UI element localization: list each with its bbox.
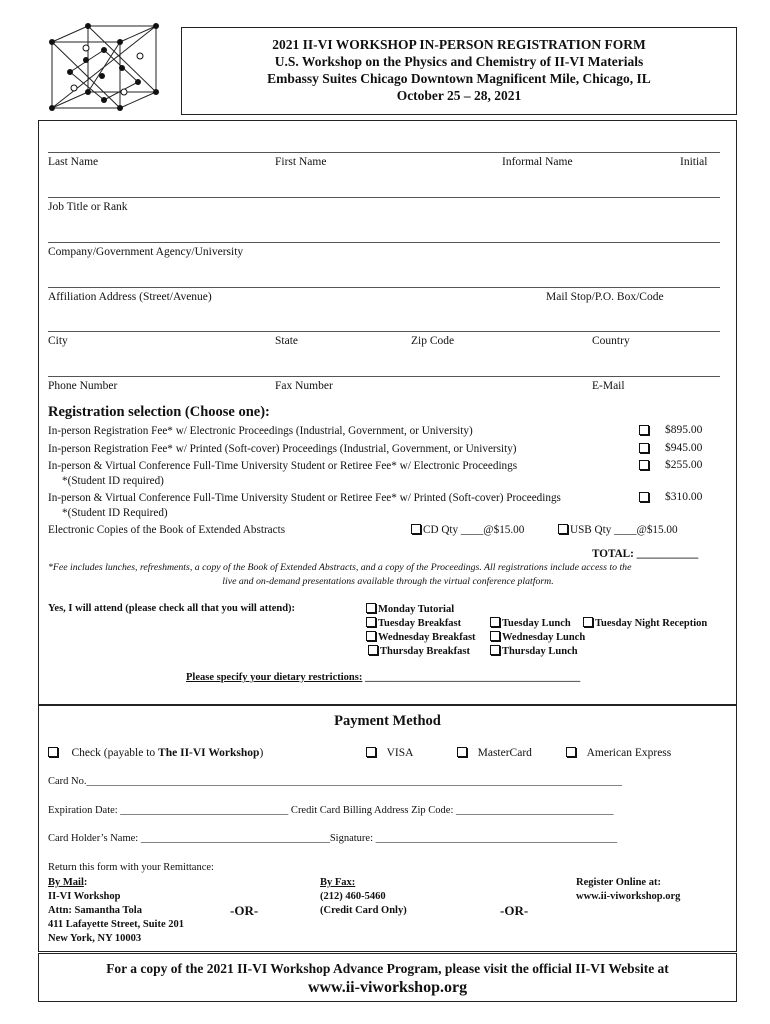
usb-label: USB Qty ____@$15.00 — [570, 524, 678, 536]
tuesday-reception-label: Tuesday Night Reception — [595, 618, 708, 629]
option-3-checkbox[interactable] — [639, 460, 649, 470]
wednesday-breakfast-label: Wednesday Breakfast — [378, 632, 476, 643]
name-line[interactable] — [48, 152, 720, 153]
thursday-breakfast-label: Thursday Breakfast — [380, 646, 470, 657]
wednesday-lunch-checkbox[interactable] — [490, 631, 500, 641]
attendance-prompt: Yes, I will attend (please check all that you will attend): — [48, 603, 296, 614]
card-number-field[interactable]: Card No.______________________________________________________________________________________________________ — [48, 776, 622, 787]
visa-option[interactable] — [366, 747, 413, 759]
last-name-label: Last Name — [48, 156, 99, 168]
fax-block — [320, 876, 407, 918]
amex-label: American Express — [586, 747, 672, 759]
total-label: TOTAL: ___________ — [592, 548, 699, 560]
first-name-label: First Name — [275, 156, 327, 168]
thursday-lunch-label: Thursday Lunch — [502, 646, 578, 657]
option-1-checkbox[interactable] — [639, 425, 649, 435]
tuesday-lunch-option[interactable] — [490, 617, 571, 629]
tuesday-breakfast-option[interactable] — [366, 617, 461, 629]
monday-tutorial-label: Monday Tutorial — [378, 604, 455, 615]
mail-line-2: Attn: Samantha Tola — [48, 905, 142, 916]
monday-tutorial-option[interactable] — [366, 603, 454, 615]
dietary-blank: _________________________________________ — [364, 672, 581, 683]
mail-block — [48, 876, 184, 946]
visa-label: VISA — [386, 747, 414, 759]
thursday-breakfast-checkbox[interactable] — [368, 645, 378, 655]
cd-label: CD Qty ____@$15.00 — [423, 524, 525, 536]
amex-checkbox[interactable] — [566, 747, 576, 757]
expiration-zip-field[interactable]: Expiration Date: ________________________________ Credit Card Billing Address Zip Code: ______________________________ — [48, 805, 614, 816]
return-instructions: Return this form with your Remittance: — [48, 862, 214, 873]
crystal-structure-logo — [44, 22, 162, 116]
fee-footnote: *Fee includes lunches, refreshments, a copy of the Book of Extended Abstracts, and a copy of the Proceedings. All registrations include access to the — [48, 562, 632, 573]
city-line[interactable] — [48, 331, 720, 332]
option-4-checkbox[interactable] — [639, 492, 649, 502]
company-label: Company/Government Agency/University — [48, 246, 244, 258]
country-label: Country — [592, 335, 630, 347]
abstracts-label: Electronic Copies of the Book of Extended Abstracts — [48, 524, 286, 536]
option-4-note: *(Student ID Required) — [62, 507, 168, 519]
monday-tutorial-checkbox[interactable] — [366, 603, 376, 613]
thursday-lunch-option[interactable] — [490, 645, 578, 657]
option-4-price: $310.00 — [665, 491, 703, 503]
tuesday-reception-option[interactable] — [583, 617, 707, 629]
email-label: E-Mail — [592, 380, 625, 392]
dates: October 25 – 28, 2021 — [396, 88, 522, 103]
job-title-line[interactable] — [48, 197, 720, 198]
wednesday-lunch-option[interactable] — [490, 631, 585, 643]
or-separator-2: -OR- — [500, 903, 529, 918]
wednesday-lunch-label: Wednesday Lunch — [502, 632, 586, 643]
tuesday-lunch-checkbox[interactable] — [490, 617, 500, 627]
wednesday-breakfast-option[interactable] — [366, 631, 476, 643]
online-heading: Register Online at: — [576, 877, 661, 888]
option-2-label: In-person Registration Fee* w/ Printed (Soft-cover) Proceedings (Industrial, Government, or University) — [48, 443, 517, 455]
dietary-row[interactable] — [186, 672, 580, 683]
footer-box — [38, 953, 737, 1002]
city-label: City — [48, 335, 68, 347]
initial-label: Initial — [680, 156, 708, 168]
fax-line-1: (212) 460-5460 — [320, 891, 386, 902]
dietary-label: Please specify your dietary restrictions: — [186, 672, 363, 683]
option-2-price: $945.00 — [665, 442, 703, 454]
mail-line-4: New York, NY 10003 — [48, 933, 142, 944]
form-title: 2021 II-VI WORKSHOP IN-PERSON REGISTRATION FORM — [272, 37, 646, 52]
thursday-lunch-checkbox[interactable] — [490, 645, 500, 655]
option-3-label: In-person & Virtual Conference Full-Time University Student or Retiree Fee* w/ Electronic Proceedings — [48, 460, 518, 472]
option-4-label: In-person & Virtual Conference Full-Time University Student or Retiree Fee* w/ Printed (Soft-cover) Proceedings — [48, 492, 561, 504]
mastercard-label: MasterCard — [477, 747, 532, 759]
online-url-link[interactable]: www.ii-viworkshop.org — [576, 891, 681, 902]
by-mail-colon: : — [83, 877, 88, 888]
mail-line-1: II-VI Workshop — [48, 891, 121, 902]
workshop-subtitle: U.S. Workshop on the Physics and Chemistry of II-VI Materials — [274, 54, 644, 69]
zip-label: Zip Code — [411, 335, 455, 347]
option-3-price: $255.00 — [665, 459, 703, 471]
wednesday-breakfast-checkbox[interactable] — [366, 631, 376, 641]
affiliation-address-label: Affiliation Address (Street/Avenue) — [48, 291, 212, 303]
registration-heading: Registration selection (Choose one): — [48, 404, 270, 420]
check-suffix: ) — [259, 747, 264, 759]
job-title-label: Job Title or Rank — [48, 201, 128, 213]
by-mail-heading: By Mail — [48, 877, 84, 888]
fax-label: Fax Number — [275, 380, 333, 392]
cd-checkbox[interactable] — [411, 524, 421, 534]
tuesday-breakfast-checkbox[interactable] — [366, 617, 376, 627]
holder-signature-field[interactable]: Card Holder’s Name: ____________________________________Signature: ______________________________________________ — [48, 833, 618, 844]
option-2-checkbox[interactable] — [639, 443, 649, 453]
by-fax-heading: By Fax: — [320, 877, 356, 888]
company-line[interactable] — [48, 242, 720, 243]
mail-stop-label: Mail Stop/P.O. Box/Code — [546, 291, 664, 303]
state-label: State — [275, 335, 298, 347]
informal-name-label: Informal Name — [502, 156, 573, 168]
fax-line-2: (Credit Card Only) — [320, 905, 407, 916]
usb-checkbox[interactable] — [558, 524, 568, 534]
option-1-price: $895.00 — [665, 424, 703, 436]
fee-footnote-2: live and on-demand presentations available through the virtual conference platform. — [222, 576, 554, 587]
online-block — [576, 876, 680, 904]
tuesday-breakfast-label: Tuesday Breakfast — [378, 618, 462, 629]
usb-option[interactable] — [558, 524, 678, 536]
tuesday-reception-checkbox[interactable] — [583, 617, 593, 627]
footer-text: For a copy of the 2021 II-VI Workshop Advance Program, please visit the official II-VI Website at — [106, 961, 669, 976]
address-line[interactable] — [48, 287, 720, 288]
footer-url-link[interactable]: www.ii-viworkshop.org — [307, 979, 468, 996]
or-separator-1: -OR- — [230, 903, 259, 918]
venue: Embassy Suites Chicago Downtown Magnificent Mile, Chicago, IL — [267, 71, 651, 86]
check-payee: The II-VI Workshop — [158, 747, 260, 759]
option-1-label: In-person Registration Fee* w/ Electronic Proceedings (Industrial, Government, or University) — [48, 425, 473, 437]
cd-option[interactable] — [411, 524, 524, 536]
mail-line-3: 411 Lafayette Street, Suite 201 — [48, 919, 184, 930]
visa-checkbox[interactable] — [366, 747, 376, 757]
check-label: Check (payable to — [71, 747, 159, 759]
option-3-note: *(Student ID required) — [62, 475, 164, 487]
check-checkbox[interactable] — [48, 747, 58, 757]
tuesday-lunch-label: Tuesday Lunch — [502, 618, 571, 629]
mastercard-checkbox[interactable] — [457, 747, 467, 757]
amex-option[interactable] — [566, 747, 671, 759]
payment-heading: Payment Method — [334, 713, 441, 729]
mastercard-option[interactable] — [457, 747, 532, 759]
phone-label: Phone Number — [48, 380, 118, 392]
phone-line[interactable] — [48, 376, 720, 377]
thursday-breakfast-option[interactable] — [368, 645, 470, 657]
check-option[interactable] — [48, 747, 263, 759]
form-title-box — [181, 27, 737, 115]
